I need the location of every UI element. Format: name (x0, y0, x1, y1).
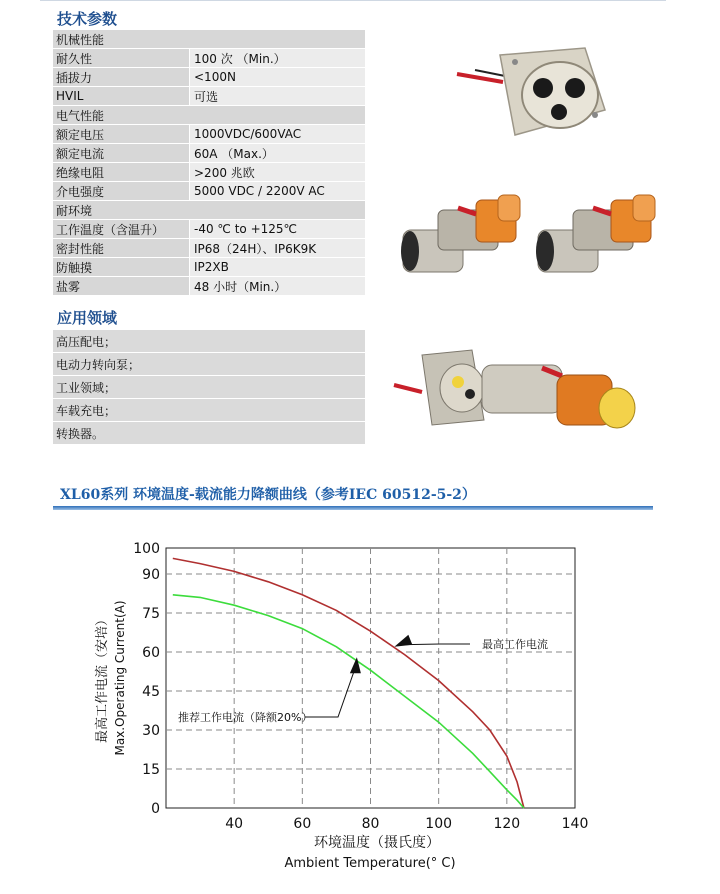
chart-header-rule (53, 506, 653, 510)
spec-label: 介电强度 (53, 182, 190, 201)
spec-value: 5000 VDC / 2200V AC (190, 182, 366, 201)
spec-label: 工作温度（含温升） (53, 220, 190, 239)
spec-row (53, 220, 365, 239)
spec-value: 1000VDC/600VAC (190, 125, 366, 144)
spec-value: IP68（24H）、IP6K9K (190, 239, 366, 258)
plug-pair-photo (398, 180, 688, 290)
x-axis-label-cn: 环境温度（摄氏度） (314, 835, 440, 851)
spec-value: 48 小时（Min.） (190, 277, 366, 296)
y-tick-label: 75 (142, 606, 160, 622)
y-axis-label-en: Max.Operating Current(A) (113, 600, 127, 756)
y-tick-label: 100 (133, 541, 160, 557)
max-current-annotation: 最高工作电流 (482, 638, 548, 651)
application-row (53, 353, 365, 376)
x-tick-label: 140 (561, 816, 589, 832)
x-axis-label-en: Ambient Temperature(° C) (284, 856, 456, 871)
x-tick-label: 60 (293, 816, 312, 832)
spec-label: 额定电压 (53, 125, 190, 144)
chart-annotations (178, 635, 548, 724)
spec-row (53, 68, 365, 87)
application-item: 车载充电； (53, 399, 365, 422)
y-tick-label: 30 (142, 723, 160, 739)
mated-assembly-photo (392, 330, 647, 440)
application-row (53, 376, 365, 399)
spec-row (53, 106, 365, 125)
application-item: 高压配电； (53, 330, 365, 353)
spec-row (53, 87, 365, 106)
spec-label: 插拔力 (53, 68, 190, 87)
spec-row (53, 163, 365, 182)
spec-row (53, 258, 365, 277)
spec-value: 100 次 （Min.） (190, 49, 366, 68)
spec-group-label: 耐环境 (53, 201, 365, 220)
spec-group-label: 机械性能 (53, 30, 365, 49)
spec-label: 耐久性 (53, 49, 190, 68)
spec-value: <100N (190, 68, 366, 87)
y-axis-label-cn: 最高工作电流（安培） (95, 612, 110, 744)
y-tick-label: 45 (142, 684, 160, 700)
applications-title: 应用领域 (57, 309, 118, 327)
spec-row (53, 49, 365, 68)
spec-row (53, 30, 365, 49)
spec-label: 密封性能 (53, 239, 190, 258)
application-row (53, 399, 365, 422)
spec-value: IP2XB (190, 258, 366, 277)
y-tick-label: 90 (142, 567, 160, 583)
spec-value: -40 ℃ to +125℃ (190, 220, 366, 239)
spec-label: HVIL (53, 87, 190, 106)
max-current-arrow (394, 635, 412, 647)
recommended-annotation: 推荐工作电流（降额20%） (178, 711, 313, 724)
y-tick-label: 60 (142, 645, 160, 661)
chart-ticks (133, 541, 588, 832)
chart-series (173, 558, 524, 808)
spec-label: 额定电流 (53, 144, 190, 163)
application-item: 工业领域； (53, 376, 365, 399)
spec-row (53, 239, 365, 258)
x-tick-label: 120 (493, 816, 521, 832)
chart-grid (166, 548, 575, 808)
x-tick-label: 80 (361, 816, 380, 832)
y-tick-label: 0 (151, 801, 160, 817)
spec-label: 防触摸 (53, 258, 190, 277)
recommended-leader (305, 663, 357, 717)
x-tick-label: 100 (425, 816, 453, 832)
applications-table (53, 330, 365, 445)
spec-label: 绝缘电阻 (53, 163, 190, 182)
spec-value: 可选 (190, 87, 366, 106)
spec-group-label: 电气性能 (53, 106, 365, 125)
application-row (53, 422, 365, 445)
spec-value: >200 兆欧 (190, 163, 366, 182)
spec-row (53, 125, 365, 144)
spec-value: 60A （Max.） (190, 144, 366, 163)
x-tick-label: 40 (225, 816, 244, 832)
y-tick-label: 15 (142, 762, 160, 778)
spec-row (53, 182, 365, 201)
top-divider (40, 0, 666, 1)
max-current-line (173, 558, 524, 808)
spec-label: 盐雾 (53, 277, 190, 296)
spec-row (53, 277, 365, 296)
specs-table (53, 30, 365, 296)
recommended-current-line (173, 595, 524, 808)
chart-header: XL60系列 环境温度-载流能力降额曲线（参考IEC 60512-5-2） (60, 487, 476, 503)
derating-chart (0, 520, 720, 894)
application-item: 转换器。 (53, 422, 365, 445)
application-row (53, 330, 365, 353)
panel-socket-photo (455, 40, 625, 155)
spec-row (53, 144, 365, 163)
application-item: 电动力转向泵； (53, 353, 365, 376)
specs-title: 技术参数 (57, 10, 118, 28)
spec-row (53, 201, 365, 220)
